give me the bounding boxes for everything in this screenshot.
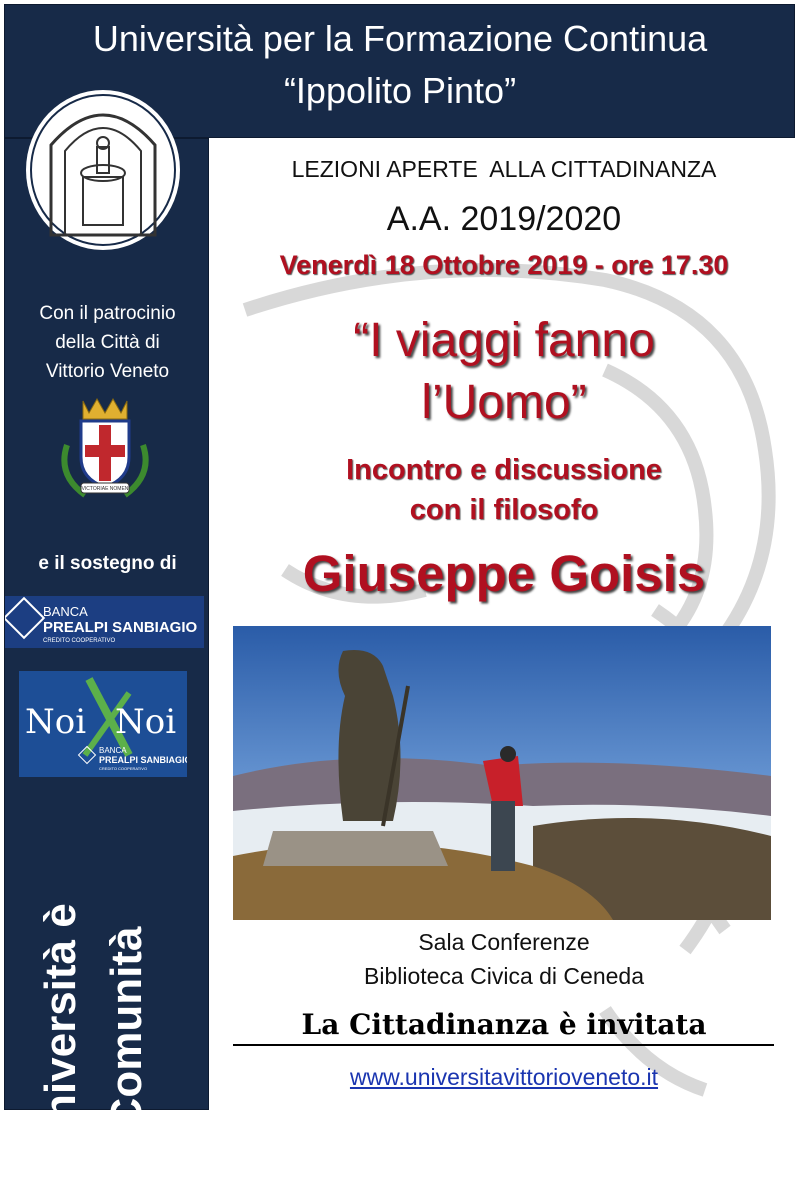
patronage-line: della Città di — [55, 332, 160, 353]
noi-per-noi-logo — [19, 671, 187, 777]
university-subtitle: “Ippolito Pinto” — [283, 70, 517, 111]
noi-banca-small: BANCA — [99, 746, 127, 755]
university-seal-icon — [23, 85, 183, 255]
slogan-line: Comunità — [102, 926, 151, 1130]
event-title — [212, 310, 796, 434]
banca-sub: CREDITO COOPERATIVO — [43, 638, 116, 644]
event-photo — [233, 626, 771, 920]
noi-left: Noi — [25, 702, 87, 742]
title-line: “I viaggi fanno — [353, 314, 655, 367]
noi-logo-graphic — [19, 671, 187, 777]
noi-right: Noi — [115, 702, 177, 742]
banca-small: BANCA — [43, 604, 88, 619]
banca-emblem-icon — [5, 596, 204, 648]
noi-banca-sub: CREDITO COOPERATIVO — [99, 766, 148, 771]
venue-line: Sala Conferenze — [418, 929, 590, 955]
venue — [212, 925, 796, 993]
university-name: Università per la Formazione Continua — [92, 18, 708, 59]
banca-prealpi-logo — [5, 596, 204, 648]
vertical-slogan — [28, 863, 188, 1193]
patronage-line: Vittorio Veneto — [45, 361, 170, 382]
support-label: e il sostegno di — [38, 553, 177, 574]
speaker-name: Giuseppe Goisis — [302, 545, 706, 602]
venue-line: Biblioteca Civica di Ceneda — [364, 963, 644, 989]
invitation-underline — [233, 1044, 774, 1046]
patronage-line: Con il patrocinio — [39, 303, 176, 324]
banca-big: PREALPI SANBIAGIO — [43, 619, 198, 636]
title-line: l’Uomo” — [421, 376, 587, 429]
website-link[interactable]: www.universitavittorioveneto.it — [349, 1064, 659, 1090]
academic-year: A.A. 2019/2020 — [386, 200, 622, 238]
slogan-line: Università è — [36, 903, 85, 1153]
coat-motto: VICTORIAE NOMEN — [81, 486, 129, 492]
description-line: Incontro e discussione — [346, 454, 662, 486]
coat-of-arms-icon — [55, 395, 155, 505]
event-subtitle: LEZIONI APERTE ALLA CITTADINANZA — [291, 156, 717, 182]
description-line: con il filosofo — [409, 494, 599, 526]
patronage-text — [5, 299, 210, 386]
event-date: Venerdì 18 Ottobre 2019 - ore 17.30 — [279, 250, 729, 280]
event-description — [212, 450, 796, 530]
noi-banca-big: PREALPI SANBIAGIO — [99, 755, 187, 765]
invitation: La Cittadinanza è invitata — [301, 1008, 707, 1041]
